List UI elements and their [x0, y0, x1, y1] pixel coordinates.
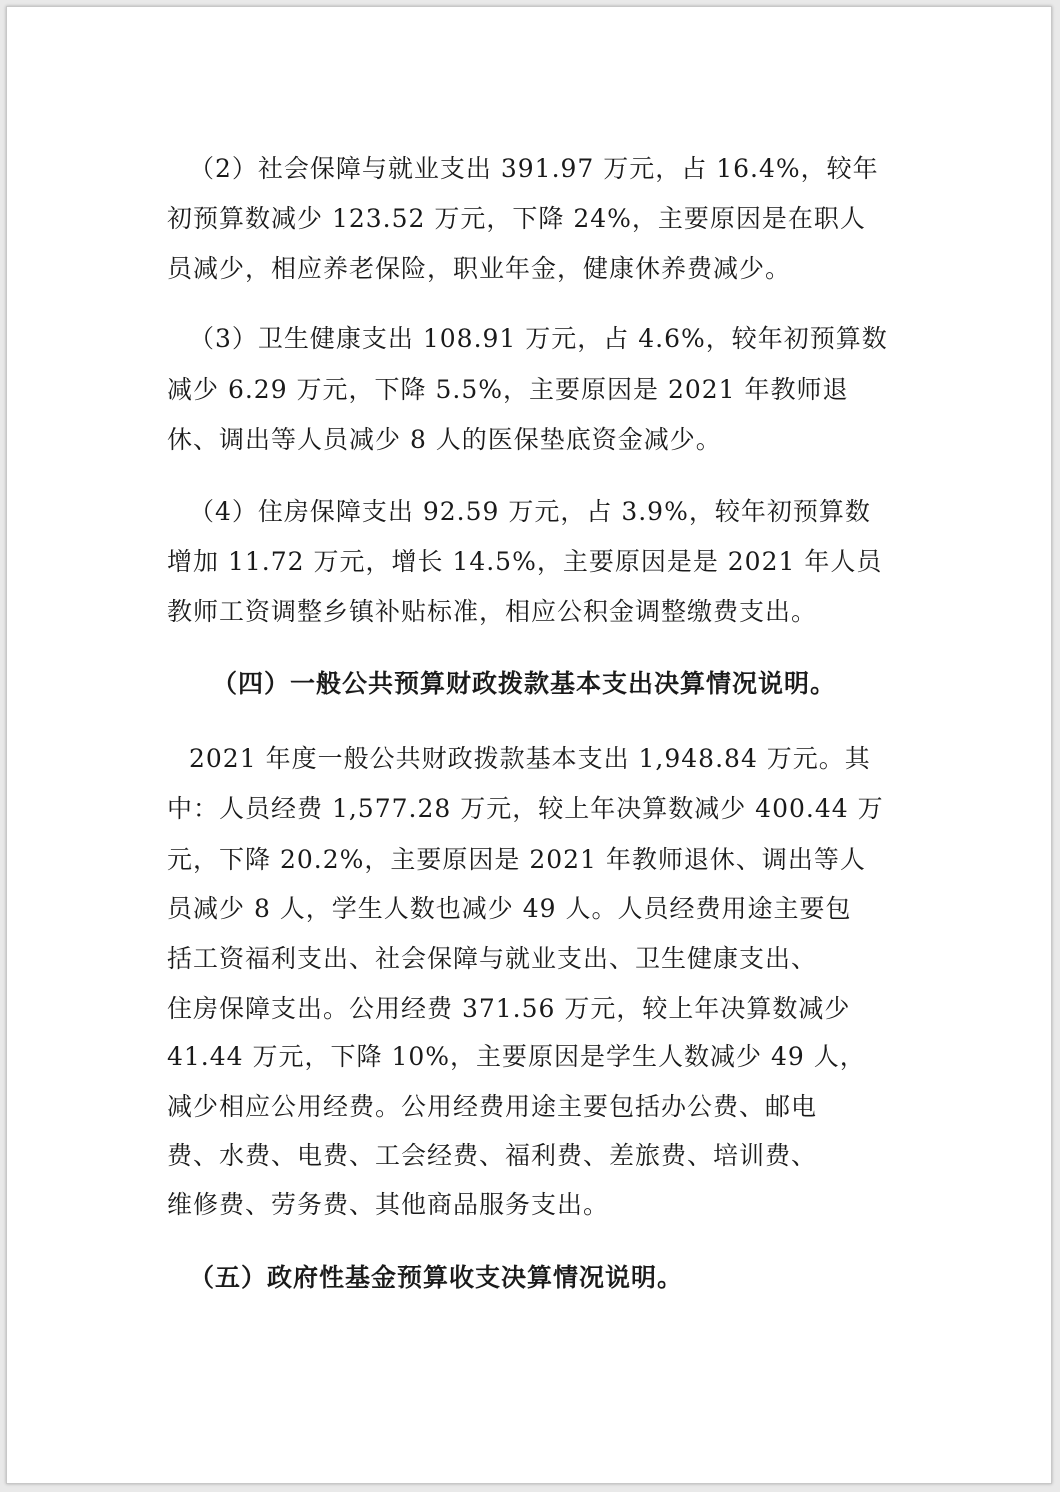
para-4-line-2: 增加 11.72 万元，增长 14.5%，主要原因是是 2021 年人员	[167, 547, 883, 576]
para-basic-line-2: 中：人员经费 1,577.28 万元，较上年决算数减少 400.44 万	[167, 794, 884, 823]
para-4-line-3: 教师工资调整乡镇补贴标准，相应公积金调整缴费支出。	[167, 597, 818, 626]
para-2-line-2: 初预算数减少 123.52 万元，下降 24%，主要原因是在职人	[167, 204, 866, 233]
para-basic-line-3: 元，下降 20.2%，主要原因是 2021 年教师退休、调出等人	[167, 845, 866, 874]
document-page	[6, 6, 1052, 1484]
para-4-line-1: （4）住房保障支出 92.59 万元，占 3.9%，较年初预算数	[189, 497, 871, 526]
para-basic-line-7: 41.44 万元，下降 10%，主要原因是学生人数减少 49 人，	[167, 1042, 866, 1071]
para-basic-line-6: 住房保障支出。公用经费 371.56 万元，较上年决算数减少	[167, 994, 851, 1023]
para-3-line-1: （3）卫生健康支出 108.91 万元，占 4.6%，较年初预算数	[189, 324, 888, 353]
para-basic-line-10: 维修费、劳务费、其他商品服务支出。	[167, 1190, 610, 1219]
para-2-line-1: （2）社会保障与就业支出 391.97 万元，占 16.4%，较年	[189, 154, 879, 183]
para-3-line-2: 减少 6.29 万元，下降 5.5%，主要原因是 2021 年教师退	[167, 375, 849, 404]
para-basic-line-9: 费、水费、电费、工会经费、福利费、差旅费、培训费、	[167, 1141, 818, 1170]
para-basic-line-5: 括工资福利支出、社会保障与就业支出、卫生健康支出、	[167, 944, 818, 973]
section-heading-4: （四）一般公共预算财政拨款基本支出决算情况说明。	[212, 669, 837, 698]
para-2-line-3: 员减少，相应养老保险，职业年金，健康休养费减少。	[167, 254, 792, 283]
para-basic-line-1: 2021 年度一般公共财政拨款基本支出 1,948.84 万元。其	[189, 744, 871, 773]
para-basic-line-4: 员减少 8 人，学生人数也减少 49 人。人员经费用途主要包	[167, 894, 852, 923]
section-heading-5: （五）政府性基金预算收支决算情况说明。	[189, 1263, 684, 1292]
para-basic-line-8: 减少相应公用经费。公用经费用途主要包括办公费、邮电	[167, 1092, 818, 1121]
para-3-line-3: 休、调出等人员减少 8 人的医保垫底资金减少。	[167, 425, 722, 454]
